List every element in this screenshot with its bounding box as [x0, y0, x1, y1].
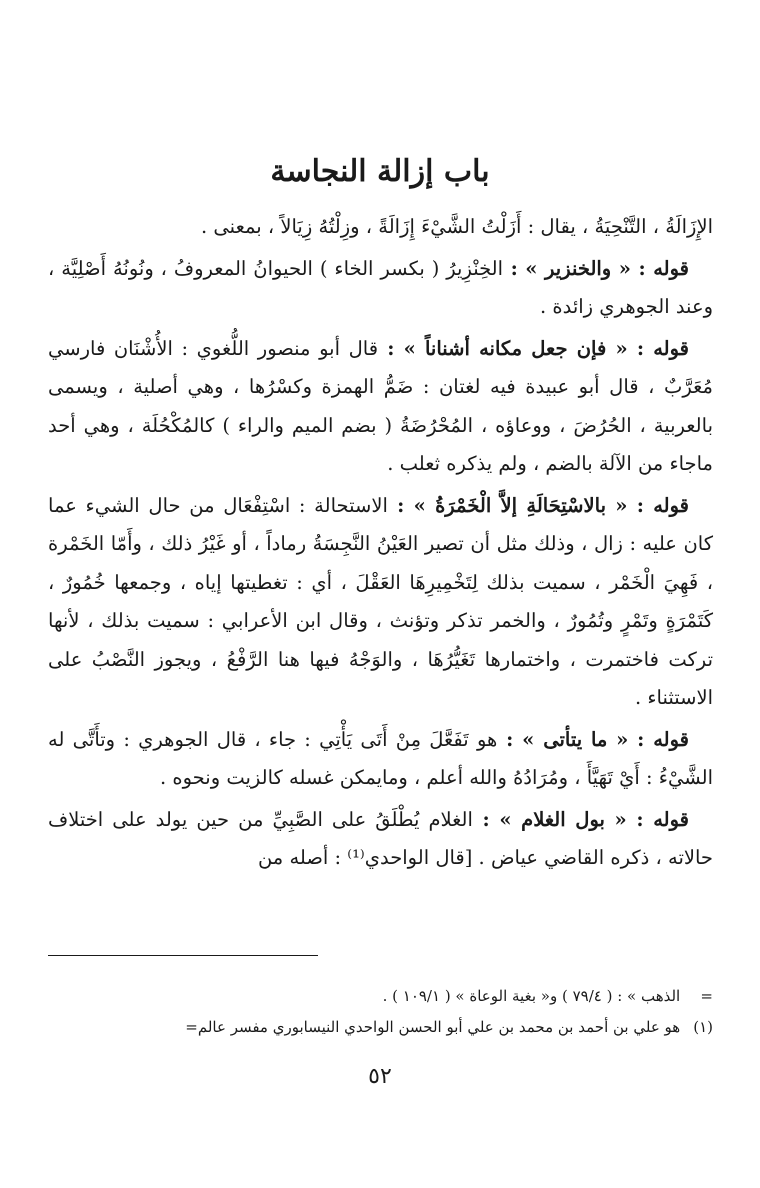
paragraph-lead: قوله : « بول الغلام » : — [472, 807, 689, 831]
paragraph-text: الخِنْزِيرُ ( بكسر الخاء ) الحيوانُ المعروفُ ، ونُونُهُ أَصْلِيَّة ، وعند الجوهري زائدة . — [48, 256, 713, 318]
page-number: ٥٢ — [368, 1064, 392, 1089]
paragraph-text: الغلام يُطْلَقُ على الصَّبِيِّ من حين يولد على اختلاف حالاته ، ذكره القاضي عياض . [قال الواحدي⁽¹⁾ : أصله من — [48, 807, 713, 869]
footnote-divider — [48, 955, 318, 956]
paragraph — [48, 487, 713, 718]
footnote — [48, 1015, 713, 1039]
paragraph — [48, 250, 713, 327]
paragraph — [48, 208, 713, 247]
paragraph — [48, 801, 713, 878]
footnote — [48, 984, 713, 1008]
footnote-text: الذهب » : ( ٧٩/٤ ) و« بغية الوعاة » ( ١٠٩/١ ) . — [382, 987, 681, 1005]
paragraph-lead: قوله : « والخنزير » : — [503, 256, 689, 280]
footnote-text: هو علي بن أحمد بن محمد بن علي أبو الحسن الواحدي النيسابوري مفسر عالم= — [185, 1018, 681, 1036]
paragraph — [48, 330, 713, 484]
paragraph-text: الإِزَالَةُ ، التَّنْحِيَةُ ، يقال : أَزَلْتُ الشَّيْءَ إِزَالَةً ، وزِلْتُهُ زِيَالاً ، بمعنى . — [201, 215, 713, 238]
paragraph-text: هو تَفَعَّلَ مِنْ أَتَى يَأْتِي : جاء ، قال الجوهري : وتأَتَّى له الشَّيْءُ : أَيْ تَهَيَّأَ ، ومُرَادُهُ والله أعلم ، ومايمكن غسله كالزيت ونحوه . — [48, 727, 713, 789]
paragraph-lead: قوله : « فإن جعل مكانه أشناناً » : — [378, 336, 689, 360]
main-text — [48, 208, 713, 881]
footnote-mark: (١) — [693, 1018, 713, 1036]
chapter-title: باب إزالة النجاسة — [270, 154, 490, 189]
paragraph-text: الاستحالة : اسْتِفْعَال من حال الشيء عما كان عليه : زال ، وذلك مثل أن تصير العَيْنُ النَّجِسَةُ رماداً ، أو غَيْرُ ذلك ، وأَمّا الخَمْرة ، فَهِيَ الْخَمْر ، سميت بذلك لِتَخْمِيرِهَا العَقْلَ ، أي : تغطيتها إياه ، وجمعها خُمُورٌ ، كَتَمْرَةٍ وتَمْرٍ وتُمُورٌ ، والخمر تذكر وتؤنث ، وقال ابن الأعرابي : سميت بذلك ، لأنها تركت فاختمرت ، واختمارها تَغَيُّرُهَا ، والوَجْهُ فيها هنا الرَّفْعُ ، ويجوز النَّصْبُ على الاستثناء . — [48, 493, 713, 709]
paragraph — [48, 721, 713, 798]
paragraph-lead: قوله : « ما يتأتى » : — [497, 727, 690, 751]
paragraph-lead: قوله : « بالاسْتِحَالَةِ إلاَّ الْخَمْرَةُ » : — [387, 493, 690, 517]
paragraph-text: قال أبو منصور اللُّغوي : الأُشْنَان فارسي مُعَرَّبٌ ، قال أبو عبيدة فيه لغتان : ضَمُّ الهمزة وكسْرُها ، وهي أصلية ، ويسمى بالعربية ، الحُرُضَ ، ووعاؤه ، المُحْرُضَةُ ( بضم الميم والراء ) كالمُكْحُلَة ، وهي أحد ماجاء من الآلة بالضم ، ولم يذكره ثعلب . — [48, 336, 713, 475]
footnote-mark: = — [700, 987, 713, 1005]
